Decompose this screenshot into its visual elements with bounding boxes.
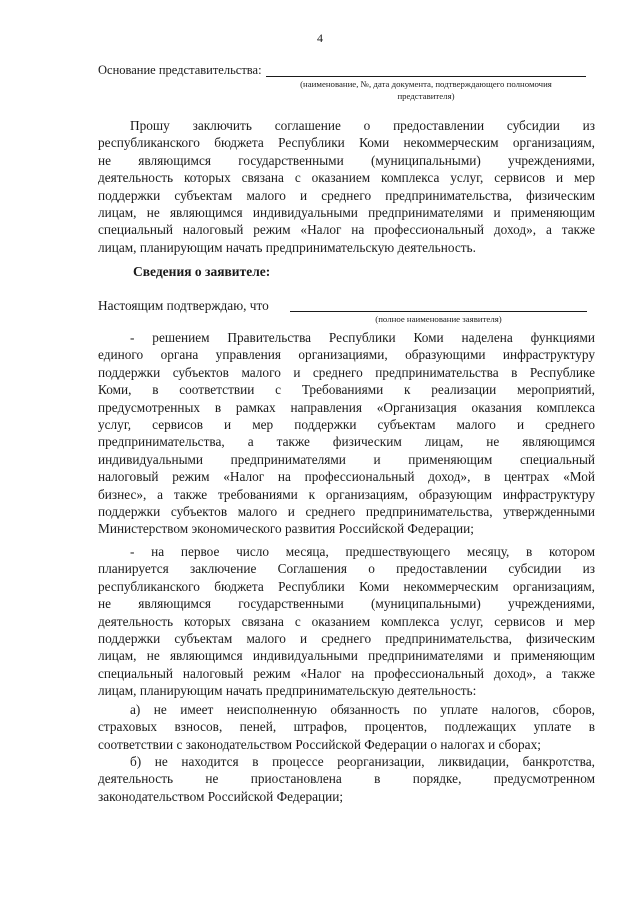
item-a-line: страховых взносов, пеней, штрафов, процентов, подлежащих уплате в xyxy=(98,719,595,735)
item-b xyxy=(98,753,595,805)
request-line: лицам, не являющимся индивидуальными предпринимателями и применяющим xyxy=(98,205,595,221)
paragraph-line: поддержки субъектов малого и среднего предпринимательства, утвержденными xyxy=(98,504,595,520)
paragraph-line: специальный налоговый режим «Налог на профессиональный доход», а также xyxy=(98,665,595,681)
request-line: республиканского бюджета Республики Коми некоммерческим организациям, xyxy=(98,135,595,151)
item-b-line: деятельность не приостановлена в порядке, предусмотренном xyxy=(98,771,595,787)
basis-caption xyxy=(266,78,586,102)
paragraph-infrastructure xyxy=(98,329,595,538)
request-paragraph xyxy=(98,117,595,256)
paragraph-line: - решением Правительства Республики Коми наделена функциями xyxy=(130,330,595,345)
request-line: специальный налоговый режим «Налог на профессиональный доход», а также xyxy=(98,222,595,238)
item-a xyxy=(98,701,595,753)
paragraph-line: услуг, сервисов и мер поддержки субъектам малого и среднего xyxy=(98,417,595,433)
paragraph-line: единого органа управления организациями, образующими инфраструктуру xyxy=(98,347,595,363)
paragraph-line: поддержки субъектам малого и среднего предпринимательства, физическим xyxy=(98,631,595,647)
paragraph-line: Коми, в соответствии с Требованиями к реализации мероприятий, xyxy=(98,382,595,398)
basis-caption-line1: (наименование, №, дата документа, подтверждающего полномочия xyxy=(300,79,552,89)
item-b-line: законодательством Российской Федерации; xyxy=(98,788,344,804)
paragraph-line: лицам, планирующим начать предпринимательскую деятельность: xyxy=(98,683,477,699)
paragraph-line: налоговый режим «Налог на профессиональный доход», в центрах «Мой xyxy=(98,469,595,485)
paragraph-line: деятельность которых связана с оказанием комплекса услуг, сервисов и мер xyxy=(98,613,595,629)
paragraph-line: предусмотренных в рамках направления «Организация оказания комплекса xyxy=(98,399,595,415)
request-line: поддержки субъектам малого и среднего предпринимательства, физическим xyxy=(98,187,595,203)
paragraph-line: лицам, не являющимся индивидуальными предпринимателями и применяющим xyxy=(98,648,595,664)
item-a-line: соответствии с законодательством Российской Федерации о налогах и сборах; xyxy=(98,736,541,752)
paragraph-line: республиканского бюджета Республики Коми некоммерческим организациям, xyxy=(98,578,595,594)
request-line: не являющимся государственными (муниципальными) учреждениями, xyxy=(98,152,595,168)
request-line: Прошу заключить соглашение о предоставлении субсидии из xyxy=(130,118,595,133)
paragraph-first-day-of-month xyxy=(98,543,595,700)
paragraph-line: планируется заключение Соглашения о предоставлении субсидии из xyxy=(98,561,595,577)
paragraph-line: не являющимся государственными (муниципальными) учреждениями, xyxy=(98,596,595,612)
page-number: 4 xyxy=(317,31,323,45)
request-line: деятельность которых связана с оказанием комплекса услуг, сервисов и мер xyxy=(98,170,595,186)
basis-caption-line2: представителя) xyxy=(397,91,455,101)
paragraph-line: Министерством экономического развития Российской Федерации; xyxy=(98,521,474,537)
paragraph-line: бизнес», а также требованиями к организациям, образующим инфраструктуру xyxy=(98,486,595,502)
request-line: лицам, планирующим начать предпринимательскую деятельность. xyxy=(98,239,476,255)
paragraph-line: - на первое число месяца, предшествующего месяцу, в котором xyxy=(130,544,595,559)
applicant-name-caption: (полное наименование заявителя) xyxy=(375,314,502,324)
applicant-name-underline xyxy=(290,311,587,312)
item-b-line: б) не находится в процессе реорганизации, ликвидации, банкротства, xyxy=(130,754,595,769)
basis-underline xyxy=(266,76,586,77)
item-a-line: а) не имеет неисполненную обязанность по уплате налогов, сборов, xyxy=(130,702,595,717)
applicant-info-heading: Сведения о заявителе: xyxy=(133,264,271,279)
confirm-label: Настоящим подтверждаю, что xyxy=(98,298,269,313)
paragraph-line: поддержки субъектов малого и среднего предпринимательства в Республике xyxy=(98,364,595,380)
paragraph-line: предпринимательства, а также физическим лицам, не являющимся xyxy=(98,434,595,450)
paragraph-line: индивидуальными предпринимателями и применяющим специальный xyxy=(98,451,595,467)
basis-label: Основание представительства: xyxy=(98,63,262,77)
